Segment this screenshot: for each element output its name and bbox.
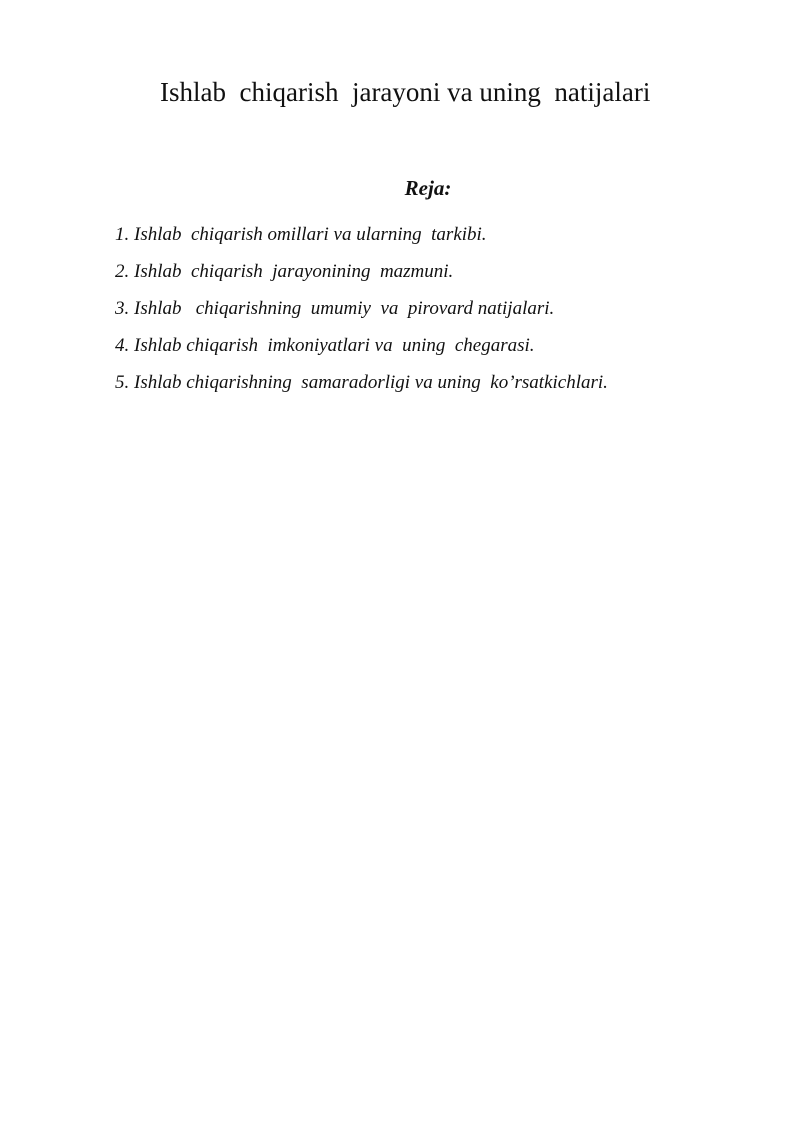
plan-heading: Reja:	[404, 176, 452, 200]
plan-item: 2. Ishlab chiqarish jarayonining mazmuni.	[115, 261, 454, 282]
document-title: Ishlab chiqarish jarayoni va uning natijalari	[160, 77, 651, 107]
plan-item: 5. Ishlab chiqarishning samaradorligi va uning ko’rsatkichlari.	[115, 372, 608, 393]
plan-item: 4. Ishlab chiqarish imkoniyatlari va uning chegarasi.	[115, 335, 535, 356]
plan-item: 1. Ishlab chiqarish omillari va ularning tarkibi.	[115, 224, 487, 245]
plan-list	[115, 216, 608, 401]
plan-item: 3. Ishlab chiqarishning umumiy va pirovard natijalari.	[115, 298, 555, 319]
